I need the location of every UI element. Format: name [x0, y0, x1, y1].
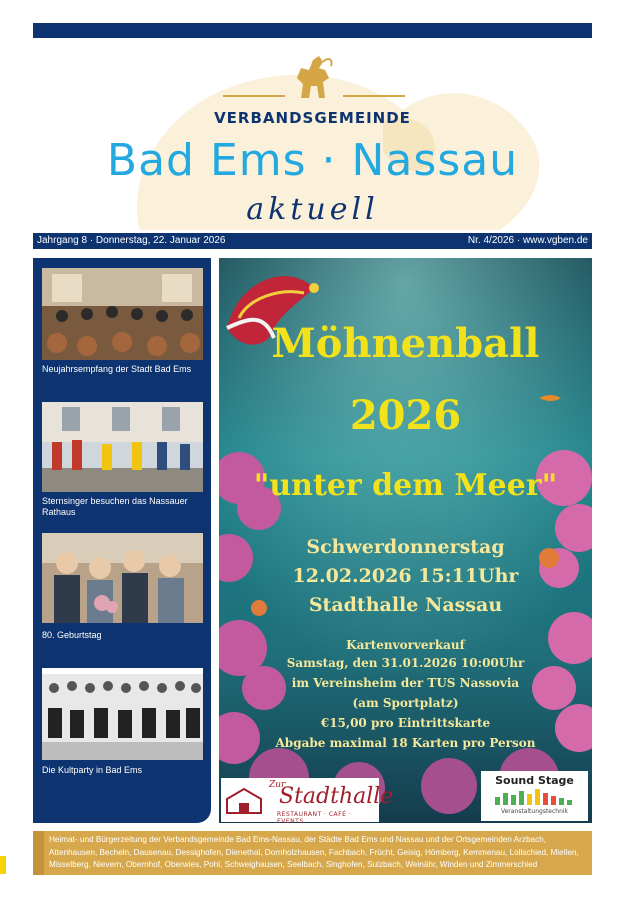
equalizer-icon: [495, 789, 575, 805]
poster-motto: "unter dem Meer": [253, 468, 558, 503]
photo-neujahrsempfang[interactable]: [42, 268, 203, 360]
poster-presale-place: im Vereinsheim der TUS Nassovia: [291, 676, 520, 690]
building-icon: [225, 785, 263, 815]
poster-price: €15,00 pro Eintrittskarte: [320, 716, 491, 730]
issue-date: Jahrgang 8 · Donnerstag, 22. Januar 2026: [37, 235, 226, 246]
caption-kultparty: Die Kultparty in Bad Ems: [42, 765, 143, 775]
footer-side-label: Nassau: [28, 839, 35, 861]
sponsor1-tagline: RESTAURANT · CAFÉ · EVENTS: [277, 811, 352, 823]
photo-sternsinger[interactable]: [42, 402, 203, 492]
photo-geburtstag-image: [42, 533, 203, 623]
poster-title-line1: Möhnenball: [271, 320, 540, 367]
masthead-subtitle: aktuell: [246, 192, 379, 227]
poster-presale-place-note: (am Sportplatz): [352, 696, 459, 710]
sponsor2-name: Sound Stage: [495, 774, 574, 787]
lion-crest-icon: [283, 48, 343, 106]
caption-geburtstag: 80. Geburtstag: [42, 630, 102, 640]
caption-neujahrsempfang: Neujahrsempfang der Stadt Bad Ems: [42, 364, 192, 374]
photo-kultparty-image: [42, 668, 203, 760]
poster-datetime: 12.02.2026 15:11Uhr: [292, 565, 519, 587]
sidebar: [33, 258, 211, 823]
sponsor-stadthalle-logo: [221, 778, 394, 823]
poster-limit: Abgabe maximal 18 Karten pro Person: [275, 736, 536, 750]
crest-line-right: [343, 95, 405, 97]
photo-neujahrsempfang-image: [42, 268, 203, 360]
top-bar: [33, 23, 592, 38]
poster-venue: Stadthalle Nassau: [308, 594, 503, 616]
photo-geburtstag[interactable]: [42, 533, 203, 623]
footer-side-tab: [28, 831, 44, 875]
poster-title-line2: 2026: [349, 392, 462, 439]
sponsor-soundstage-logo: [481, 771, 588, 821]
photo-kultparty[interactable]: [42, 668, 203, 760]
sponsor2-tagline: Veranstaltungstechnik: [500, 808, 569, 815]
issue-number: Nr. 4/2026 · www.vgben.de: [467, 235, 588, 246]
caption-sternsinger: Sternsinger besuchen das Nassauer Rathaus: [42, 496, 188, 517]
sponsor1-name: Stadthalle: [279, 784, 394, 809]
poster-day: Schwerdonnerstag: [306, 536, 505, 558]
masthead-title: Bad Ems · Nassau: [106, 135, 519, 186]
footer: [28, 831, 592, 875]
yellow-edge-marker: [0, 856, 6, 874]
poster-presale-heading: Kartenvorverkauf: [346, 638, 465, 652]
poster-presale-date: Samstag, den 31.01.2026 10:00Uhr: [286, 656, 525, 670]
footer-text: Heimat- und Bürgerzeitung der Verbandsgemeinde Bad Ems-Nassau, der Städte Bad Ems und Nassau und der Ortsgemeinden Arzbach, Attenhausen, Becheln, Dausenau, Dessighofen, Dienethal, Dornholzhausen, Fachbach, Frücht, Geisig, Hömberg, Kemmenau, Lollschied, Miellen, Misselberg, Nievern, Obernhof, Oberwies, Pohl, Schweighausen, Seelbach, Singhofen, Sulzbach, Weinähr, Winden und Zimmerschied: [49, 835, 579, 869]
masthead-org: VERBANDSGEMEINDE: [214, 109, 411, 127]
issue-info-bar: [33, 233, 592, 249]
photo-sternsinger-image: [42, 402, 203, 492]
event-poster[interactable]: [219, 258, 592, 823]
masthead: [33, 40, 592, 230]
sponsor1-small: Zur: [269, 780, 286, 790]
crest-line-left: [223, 95, 285, 97]
